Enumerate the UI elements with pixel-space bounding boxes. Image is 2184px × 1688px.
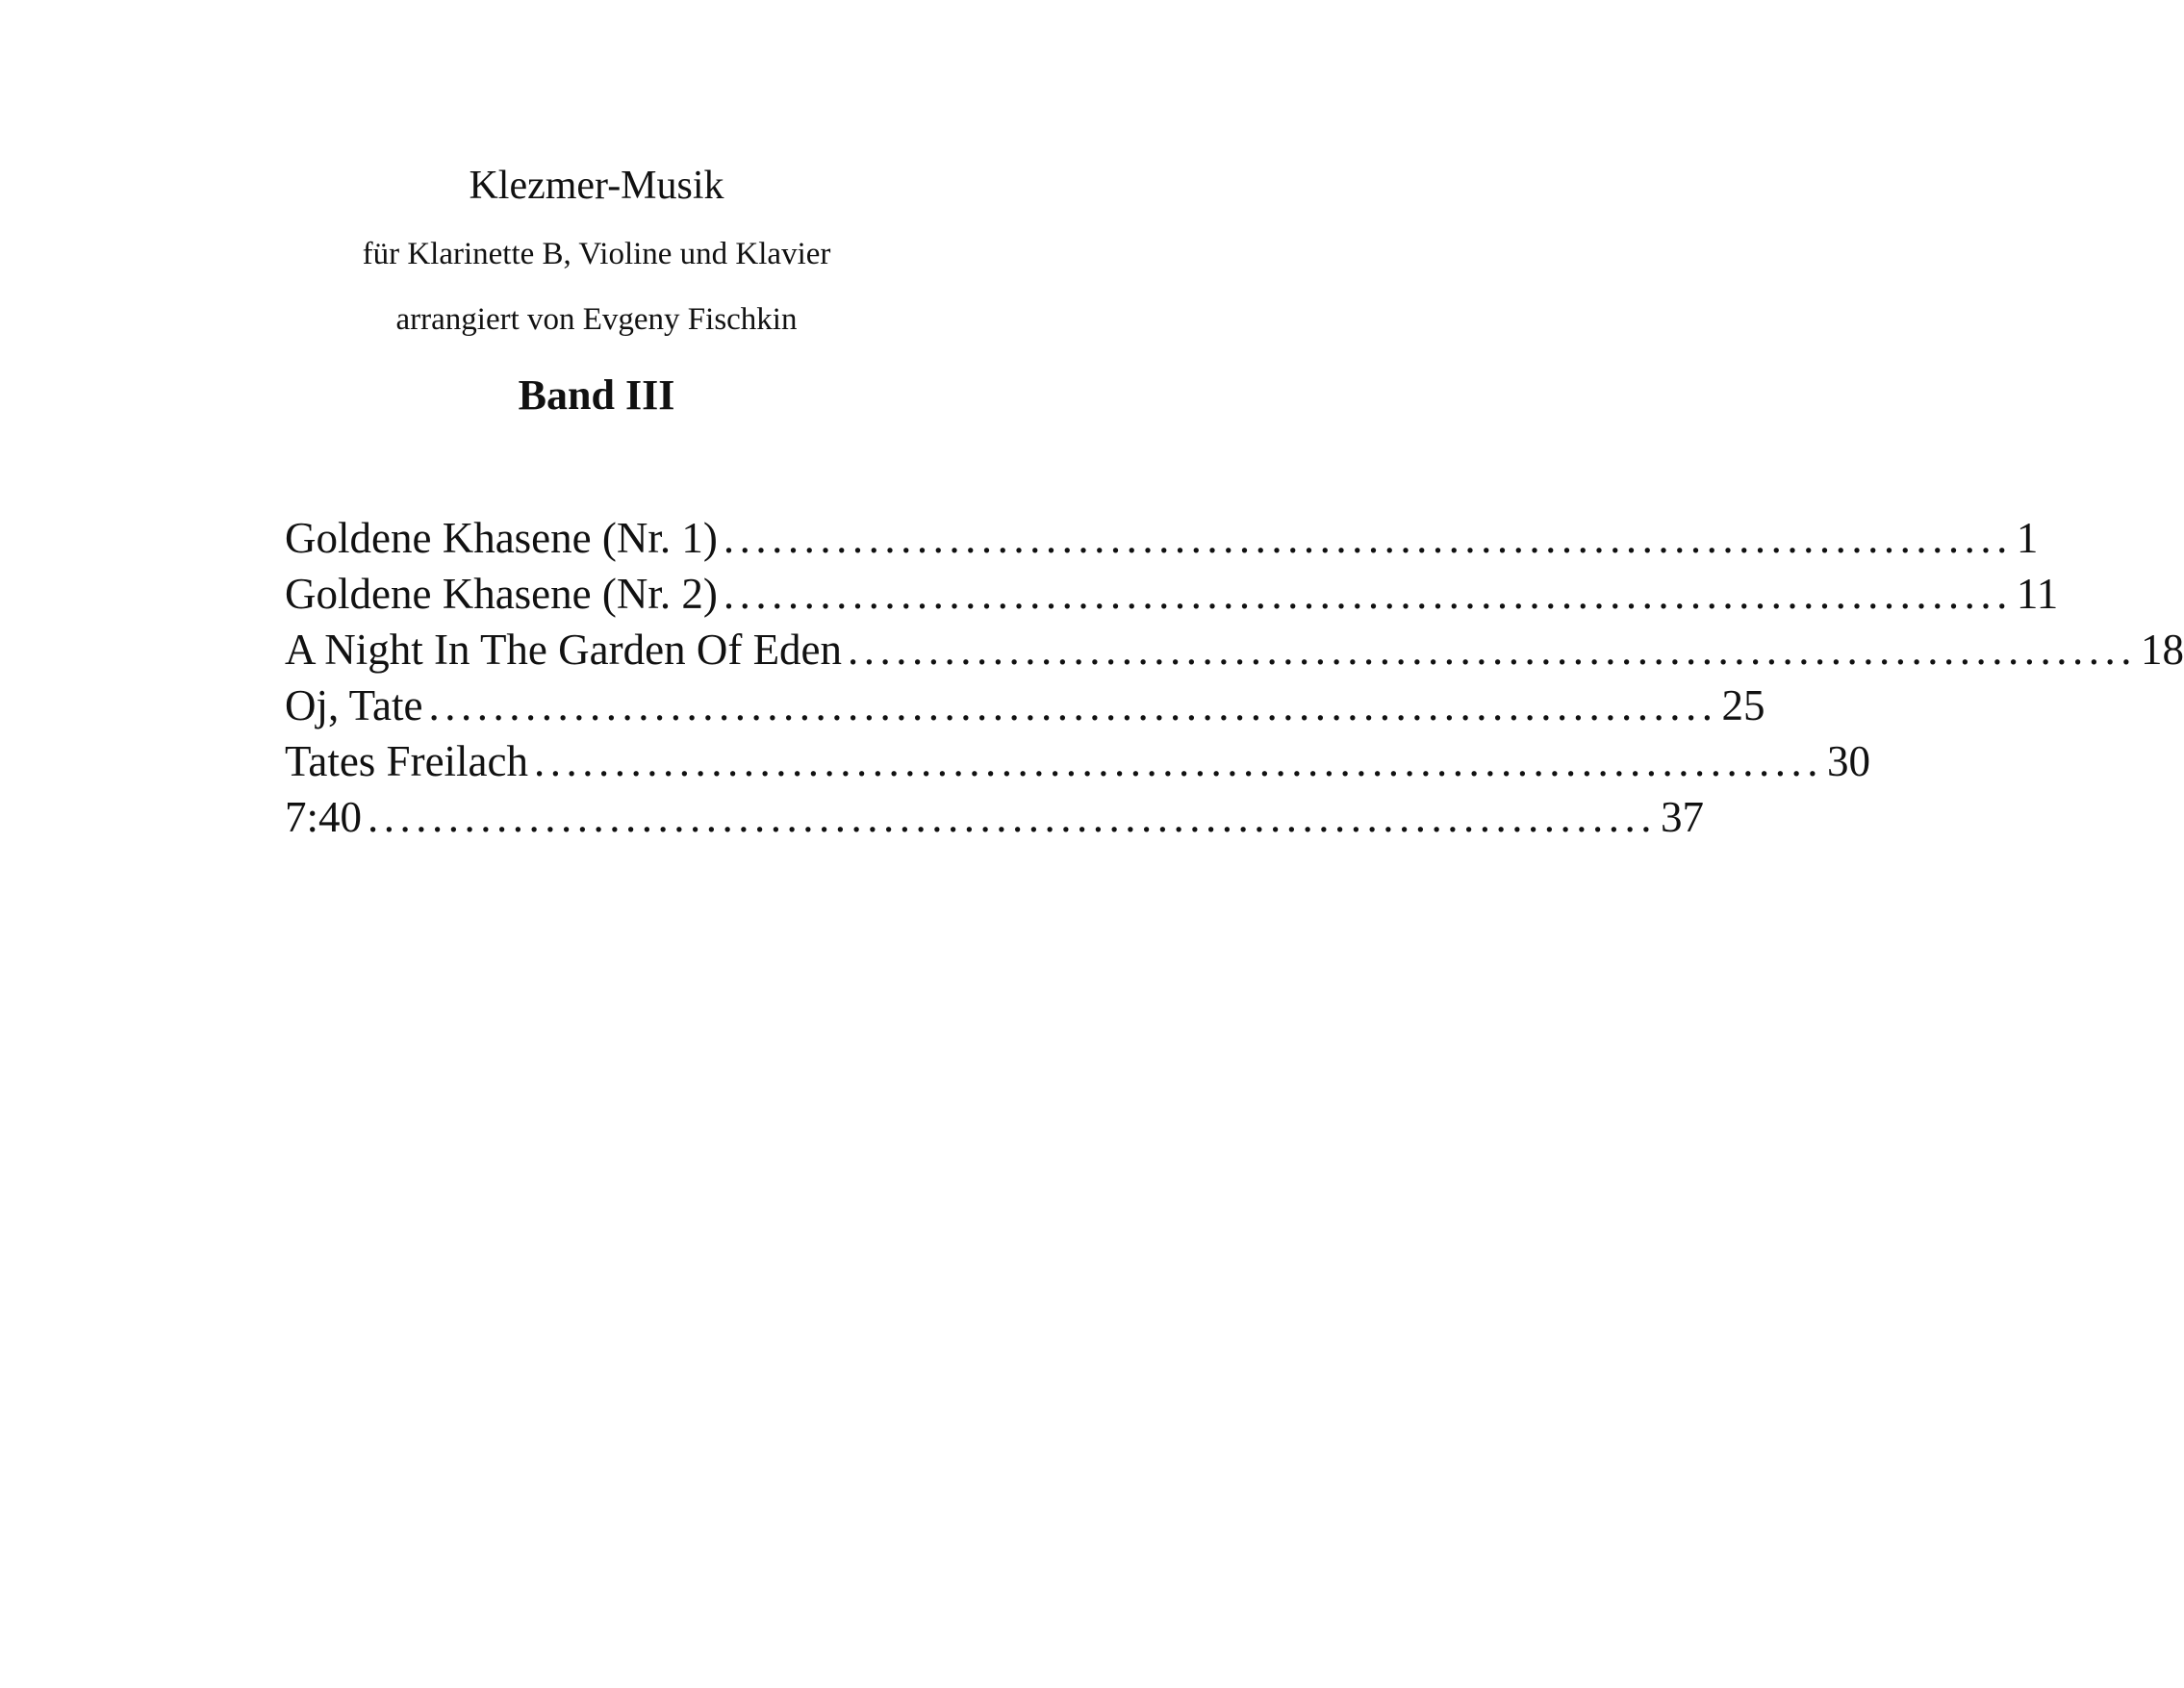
toc-dot-leader: ................................................................................ [848,626,2138,674]
toc-dot-leader: ................................................................................ [723,514,2013,562]
instrumentation-subtitle: für Klarinette B, Violine und Klavier [362,237,831,271]
toc-entry-title: Goldene Khasene (Nr. 1) [285,514,718,562]
toc-entry-page: 1 [2016,514,2039,562]
page-title: Klezmer-Musik [469,164,724,208]
toc-entry-page: 30 [1827,737,1870,785]
toc-dot-leader: ................................................................................ [368,793,1658,841]
toc-entry [285,678,1765,733]
table-of-contents [285,510,2184,845]
toc-entry-page: 18 [2141,626,2184,674]
arranger-line: arrangiert von Evgeny Fischkin [395,302,798,337]
toc-entry [285,622,2184,678]
toc-entry-title: A Night In The Garden Of Eden [285,626,843,674]
toc-entry-title: 7:40 [285,793,363,841]
toc-entry-title: Oj, Tate [285,681,423,729]
toc-dot-leader: ................................................................................ [723,570,2013,618]
toc-dot-leader: ................................................................................ [428,681,1718,729]
toc-entry-page: 37 [1661,793,1705,841]
toc-entry [285,733,1870,789]
toc-entry-title: Tates Freilach [285,737,528,785]
toc-dot-leader: ................................................................................ [534,737,1823,785]
toc-entry [285,510,2039,566]
toc-entry [285,789,1705,845]
toc-entry [285,566,2059,622]
toc-entry-page: 11 [2016,570,2059,618]
toc-entry-title: Goldene Khasene (Nr. 2) [285,570,718,618]
toc-entry-page: 25 [1721,681,1765,729]
volume-heading: Band III [518,371,675,419]
